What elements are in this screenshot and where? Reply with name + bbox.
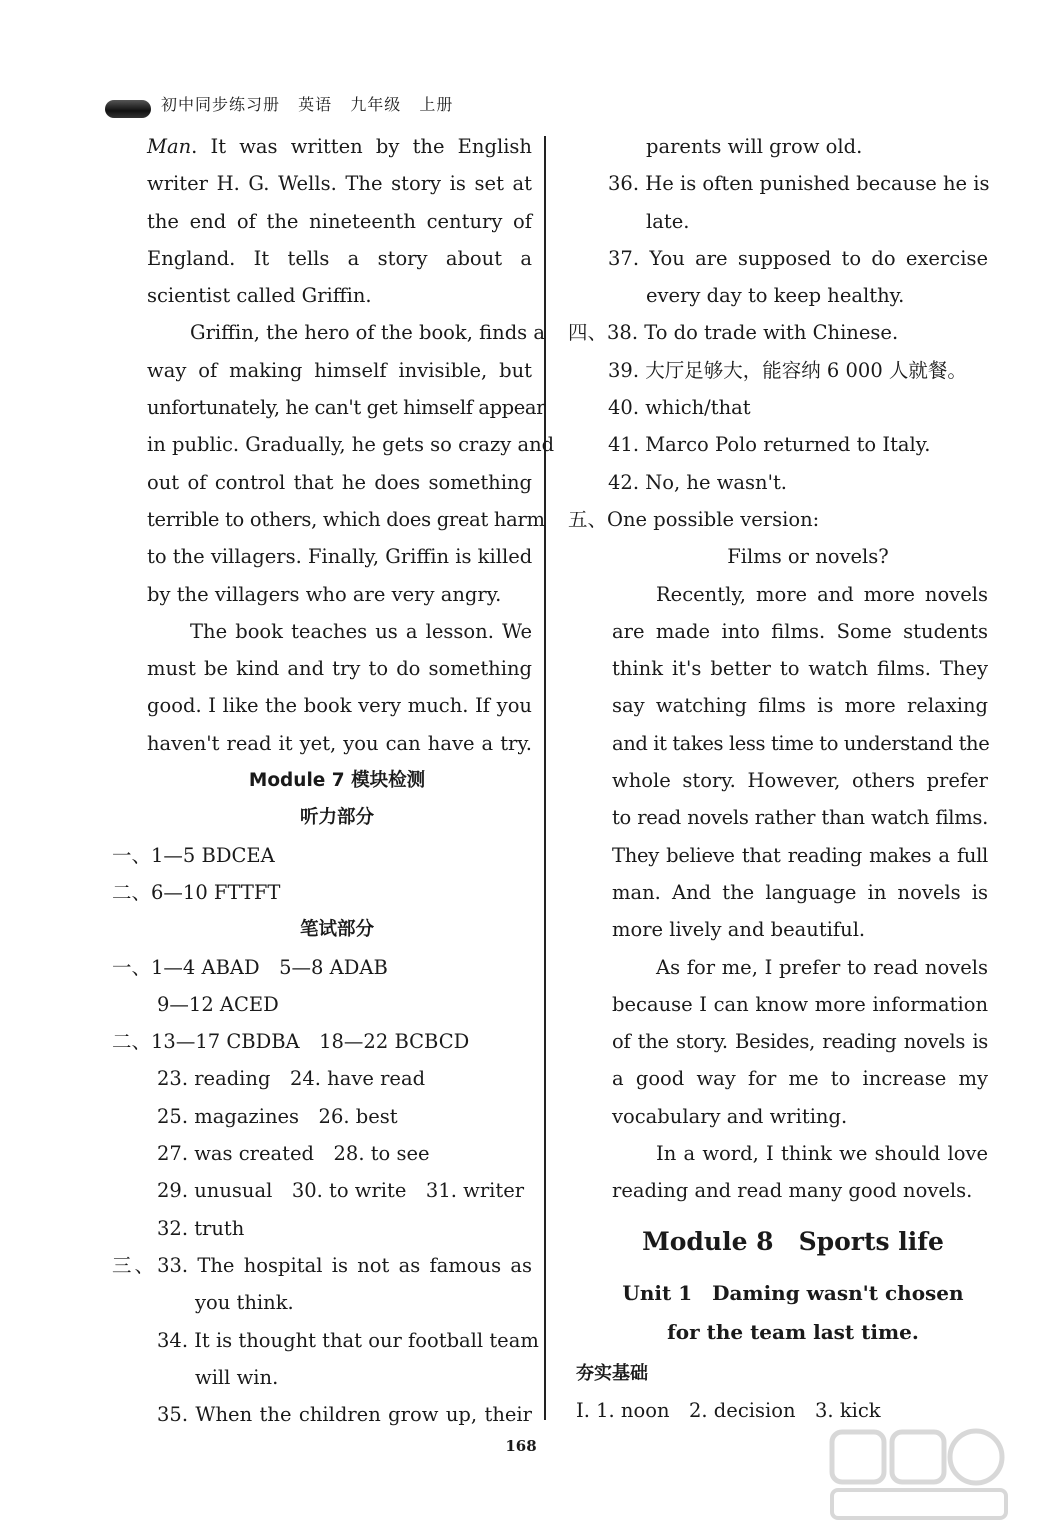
unit1-title-line1: Unit 1 Daming wasn't chosen	[622, 1280, 964, 1305]
essay-line: are made into films. Some students	[612, 619, 988, 643]
essay-line: scientist called Griffin.	[147, 284, 372, 308]
essay-title: Films or novels?	[727, 545, 889, 569]
answer-line: late.	[646, 209, 690, 233]
answer-line: 35. When the children grow up, their	[157, 1403, 532, 1427]
answer-line: 25. magazines 26. best	[157, 1104, 398, 1128]
answer-line: 32. truth	[157, 1216, 245, 1240]
answer-line: Ⅰ. 1. noon 2. decision 3. kick	[576, 1398, 881, 1422]
essay-line: unfortunately, he can't get himself appear	[147, 396, 546, 420]
sample-essay	[568, 576, 988, 1210]
answer-line: will win.	[195, 1365, 279, 1389]
answer-line: 23. reading 24. have read	[157, 1067, 426, 1091]
section-heading: 夯实基础	[576, 1362, 648, 1384]
essay-line: vocabulary and writing.	[612, 1104, 848, 1128]
essay-line: reading and read many good novels.	[612, 1179, 973, 1203]
answer-line: you think.	[195, 1291, 294, 1315]
essay-line: the end of the nineteenth century of	[147, 209, 532, 233]
left-column	[112, 128, 555, 1433]
book-title-italic: Man	[147, 135, 192, 158]
essay-line: Man. It was written by the English	[147, 135, 532, 158]
essay-line: in public. Gradually, he gets so crazy and	[147, 433, 555, 457]
answer-line: 41. Marco Polo returned to Italy.	[608, 433, 931, 457]
essay-line: a good way for me to increase my	[612, 1067, 988, 1091]
answer-line: parents will grow old.	[646, 135, 863, 158]
essay-line: haven't read it yet, you can have a try.	[147, 731, 532, 755]
answer-line: 34. It is thought that our football team	[157, 1328, 539, 1352]
essay-line: They believe that reading makes a full	[612, 843, 988, 867]
book-volume: 上册	[419, 94, 454, 114]
answer-line: 27. was created 28. to see	[157, 1142, 430, 1166]
book-title	[161, 92, 465, 115]
book-series: 初中同步练习册	[161, 94, 281, 114]
essay-line: The book teaches us a lesson. We	[190, 619, 532, 643]
answer-line: 42. No, he wasn't.	[608, 470, 787, 494]
essay-line: England. It tells a story about a	[147, 246, 532, 270]
answer-line: 三、33. The hospital is not as famous as	[112, 1253, 532, 1277]
answer-line: 39. 大厅足够大，能容纳 6 000 人就餐。	[608, 358, 967, 382]
essay-line: terrible to others, which does great harm	[147, 507, 545, 531]
right-column	[568, 128, 988, 1429]
essay-line: by the villagers who are very angry.	[147, 582, 502, 606]
module8-title: Module 8 Sports life	[642, 1226, 944, 1256]
essay-line: and it takes less time to understand the	[612, 731, 990, 755]
listening-heading: 听力部分	[299, 807, 374, 829]
watermark-logo-icon	[824, 1424, 1014, 1524]
answer-line: 一、1—5 BDCEA	[112, 843, 275, 867]
essay-line: Recently, more and more novels	[656, 582, 988, 606]
answer-line: 一、1—4 ABAD 5—8 ADAB	[112, 955, 388, 979]
essay-line: way of making himself invisible, but	[147, 358, 532, 382]
page-number: 168	[505, 1437, 537, 1455]
answer-line: 9—12 ACED	[157, 992, 279, 1016]
essay-line: out of control that he does something	[147, 470, 532, 494]
essay-continuation	[112, 128, 555, 762]
answer-line: 37. You are supposed to do exercise	[608, 246, 988, 270]
writing-heading: 笔试部分	[299, 919, 374, 941]
essay-line: to the villagers. Finally, Griffin is killed	[147, 545, 533, 569]
series-logo-icon	[105, 100, 151, 118]
essay-line: As for me, I prefer to read novels	[656, 955, 988, 979]
essay-line: because I can know more information	[612, 992, 988, 1016]
essay-line: to read novels rather than watch films.	[612, 806, 988, 830]
answer-line: 29. unusual 30. to write 31. writer	[157, 1179, 525, 1203]
answer-line: 36. He is often punished because he is	[608, 172, 990, 196]
answer-line: every day to keep healthy.	[646, 284, 905, 308]
essay-line: must be kind and try to do something	[147, 657, 532, 681]
essay-line: say watching films is more relaxing	[612, 694, 988, 718]
essay-line: more lively and beautiful.	[612, 918, 866, 942]
essay-line: think it's better to watch films. They	[612, 657, 988, 681]
unit1-title-line2: for the team last time.	[667, 1319, 919, 1344]
module7-title: Module 7 模块检测	[248, 770, 426, 792]
essay-line: good. I like the book very much. If you	[147, 694, 532, 718]
answer-line: 四、38. To do trade with Chinese.	[568, 321, 899, 345]
essay-line: man. And the language in novels is	[612, 880, 988, 904]
essay-line: whole story. However, others prefer	[612, 769, 988, 793]
answer-line: 二、13—17 CBDBA 18—22 BCBCD	[112, 1030, 470, 1054]
essay-line: writer H. G. Wells. The story is set at	[147, 172, 532, 196]
answer-line: 40. which/that	[608, 396, 751, 420]
essay-line: of the story. Besides, reading novels is	[612, 1030, 988, 1054]
answer-line: 五、One possible version:	[568, 507, 820, 531]
book-grade: 九年级	[350, 94, 402, 114]
essay-line: In a word, I think we should love	[656, 1142, 988, 1166]
essay-line: Griffin, the hero of the book, finds a	[190, 321, 546, 345]
page-header	[105, 88, 465, 118]
answer-line: 二、6—10 FTTFT	[112, 880, 281, 904]
book-subject: 英语	[298, 94, 333, 114]
